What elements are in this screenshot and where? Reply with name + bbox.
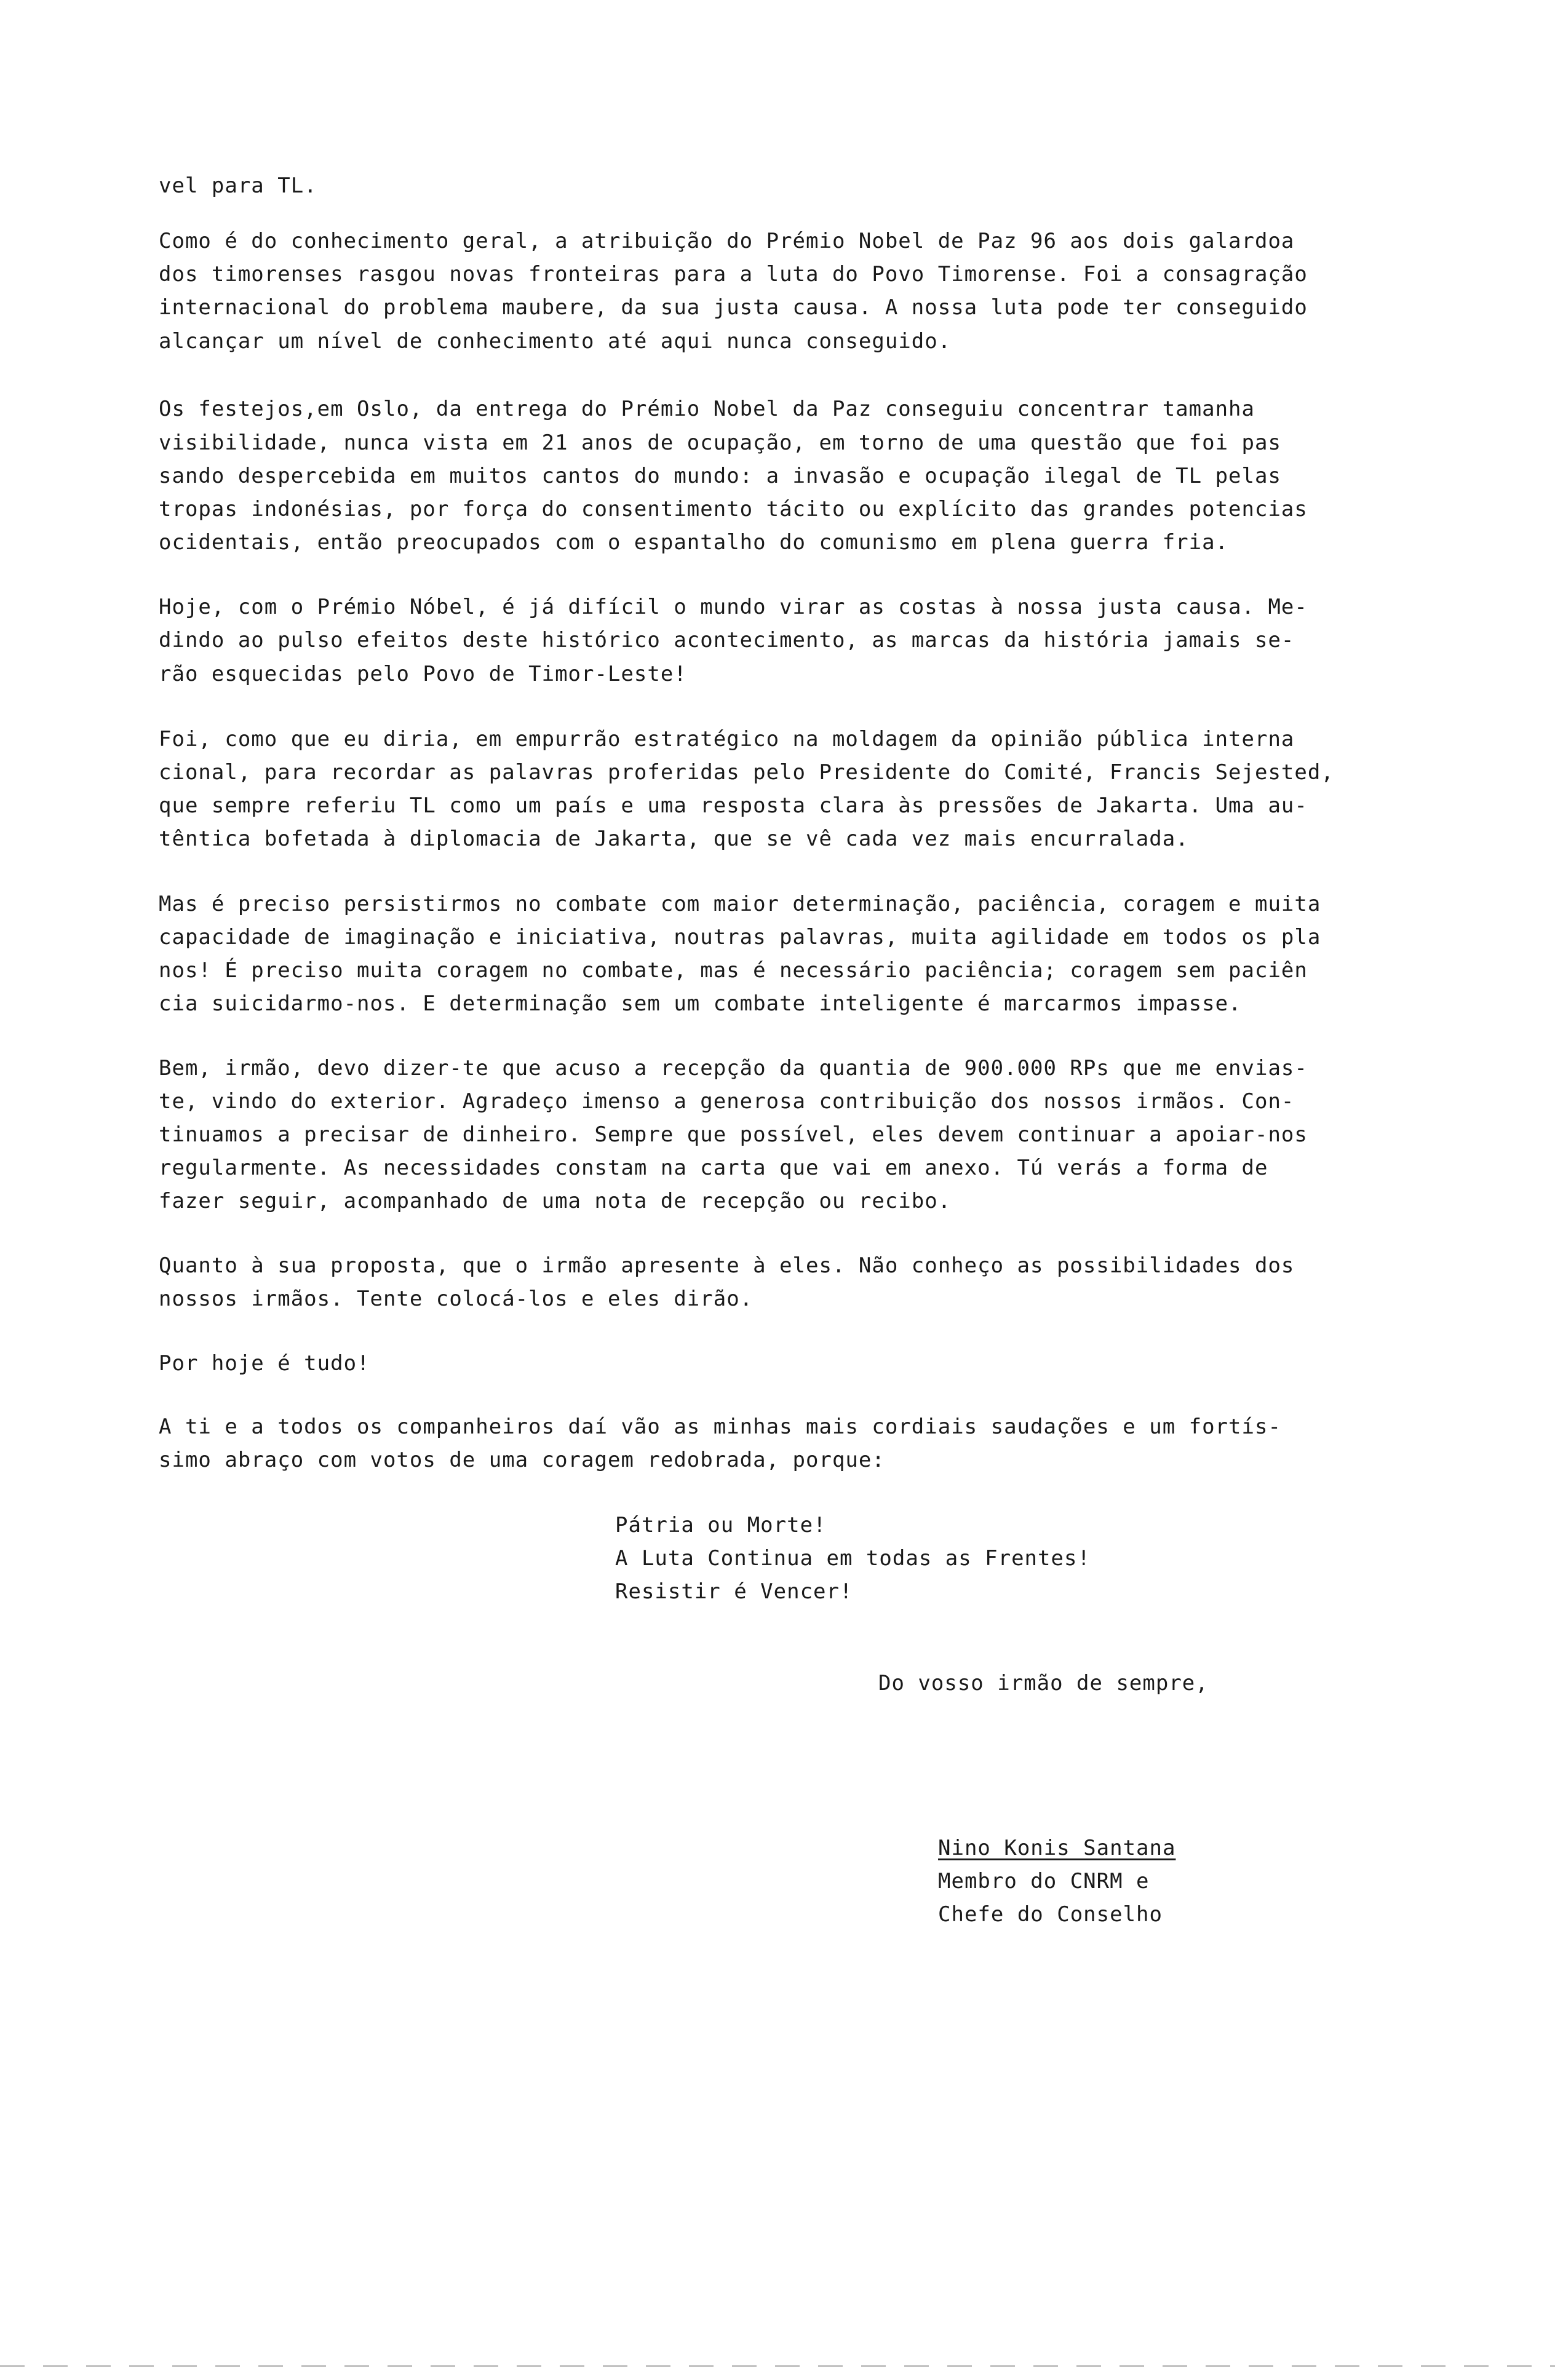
slogan-line: A Luta Continua em todas as Frentes! (615, 1546, 1091, 1571)
text-line: cia suicidarmo-nos. E determinação sem um combate inteligente é marcarmos impasse. (159, 991, 1242, 1016)
text-line: ocidentais, então preocupados com o espantalho do comunismo em plena guerra fria. (159, 530, 1229, 555)
text-line: tropas indonésias, por força do consentimento tácito ou explícito das grandes potencias (159, 497, 1308, 522)
text-line: dindo ao pulso efeitos deste histórico acontecimento, as marcas da história jamais se- (159, 628, 1295, 653)
text-line: sando despercebida em muitos cantos do mundo: a invasão e ocupação ilegal de TL pelas (159, 464, 1281, 488)
text-line: A ti e a todos os companheiros daí vão as minhas mais cordiais saudações e um fortís- (159, 1414, 1281, 1439)
text-line: Os festejos,em Oslo, da entrega do Prémio Nobel da Paz conseguiu concentrar tamanha (159, 397, 1255, 421)
text-line: capacidade de imaginação e iniciativa, noutras palavras, muita agilidade em todos os pla (159, 925, 1321, 950)
text-line: têntica bofetada à diplomacia de Jakarta, que se vê cada vez mais encurralada. (159, 827, 1189, 851)
farewell-line: Do vosso irmão de sempre, (878, 1671, 1209, 1696)
text-line: Bem, irmão, devo dizer-te que acuso a recepção da quantia de 900.000 RPs que me envias- (159, 1056, 1308, 1081)
text-line: internacional do problema maubere, da sua justa causa. A nossa luta pode ter conseguido (159, 295, 1308, 320)
text-line: simo abraço com votos de uma coragem redobrada, porque: (159, 1448, 885, 1472)
text-line: alcançar um nível de conhecimento até aqui nunca conseguido. (159, 329, 952, 354)
text-line: fazer seguir, acompanhado de uma nota de recepção ou recibo. (159, 1189, 952, 1213)
text-line: que sempre referiu TL como um país e uma resposta clara às pressões de Jakarta. Uma au- (159, 793, 1308, 818)
scan-artifact-line (0, 2365, 1555, 2367)
text-line: Como é do conhecimento geral, a atribuição do Prémio Nobel de Paz 96 aos dois galardoa (159, 229, 1295, 253)
opening-line: vel para TL. (159, 173, 317, 198)
text-line: dos timorenses rasgou novas fronteiras para a luta do Povo Timorense. Foi a consagração (159, 262, 1308, 287)
text-line: Mas é preciso persistirmos no combate com maior determinação, paciência, coragem e muita (159, 892, 1321, 916)
text-line: nossos irmãos. Tente colocá-los e eles dirão. (159, 1287, 754, 1311)
text-line: cional, para recordar as palavras proferidas pelo Presidente do Comité, Francis Sejested, (159, 760, 1334, 785)
text-line: Hoje, com o Prémio Nóbel, é já difícil o mundo virar as costas à nossa justa causa. Me- (159, 595, 1308, 619)
slogan-line: Pátria ou Morte! (615, 1513, 827, 1537)
signature-name: Nino Konis Santana (938, 1836, 1176, 1860)
slogan-line: Resistir é Vencer! (615, 1579, 853, 1604)
text-line: nos! É preciso muita coragem no combate, mas é necessário paciência; coragem sem paciên (159, 958, 1308, 983)
text-line: Foi, como que eu diria, em empurrão estratégico na moldagem da opinião pública interna (159, 727, 1295, 752)
text-line: Quanto à sua proposta, que o irmão apresente à eles. Não conheço as possibilidades dos (159, 1253, 1295, 1278)
text-line: visibilidade, nunca vista em 21 anos de ocupação, em torno de uma questão que foi pas (159, 430, 1281, 455)
text-line: rão esquecidas pelo Povo de Timor-Leste! (159, 662, 687, 686)
text-line: tinuamos a precisar de dinheiro. Sempre que possível, eles devem continuar a apoiar-nos (159, 1122, 1308, 1147)
signature-title: Chefe do Conselho (938, 1902, 1163, 1927)
text-line: regularmente. As necessidades constam na carta que vai em anexo. Tú verás a forma de (159, 1156, 1268, 1180)
paragraph-that-is-all: Por hoje é tudo! (159, 1351, 370, 1376)
signature-title: Membro do CNRM e (938, 1869, 1150, 1894)
text-line: te, vindo do exterior. Agradeço imenso a generosa contribuição dos nossos irmãos. Con- (159, 1089, 1295, 1114)
